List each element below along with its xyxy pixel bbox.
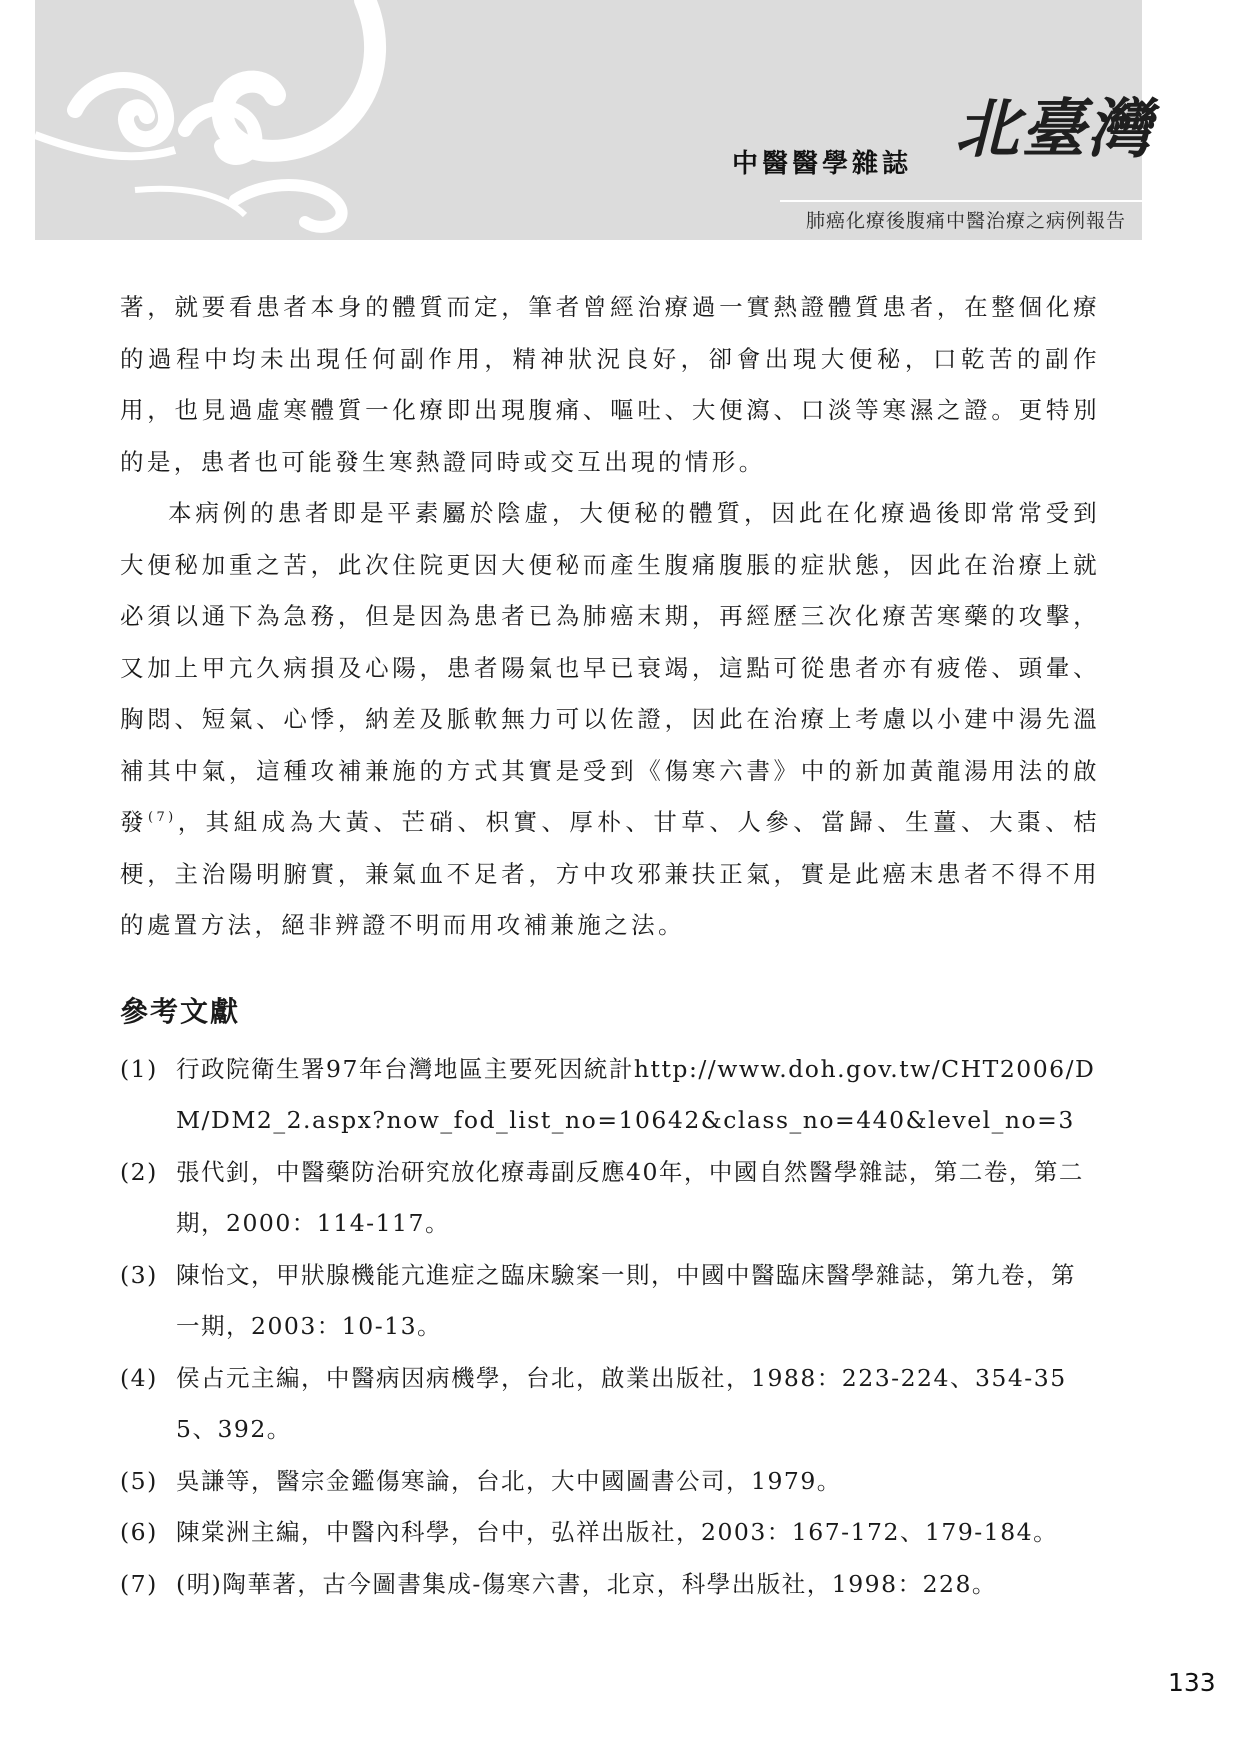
reference-text: 陳棠洲主編，中醫內科學，台中，弘祥出版社，2003：167-172、179-184。 xyxy=(176,1518,1059,1546)
reference-text: 侯占元主編，中醫病因病機學，台北，啟業出版社，1988：223-224、354-355、392。 xyxy=(176,1363,1067,1443)
running-title: 肺癌化療後腹痛中醫治療之病例報告 xyxy=(805,210,1126,232)
paragraph-2-text: 本病例的患者即是平素屬於陰虛，大便秘的體質，因此在化療過後即常常受到大便秘加重之苦，此次住院更因大便秘而產生腹痛腹脹的症狀態，因此在治療上就必須以通下為急務，但是因為患者已為肺癌末期，再經歷三次化療苦寒藥的攻擊，又加上甲亢久病損及心陽，患者陽氣也早已衰竭，這點可從患者亦有疲倦、頭暈、胸悶、短氣、心悸，納差及脈軟無力可以佐證，因此在治療上考慮以小建中湯先溫補其中氣，這種攻補兼施的方式其實是受到《傷寒六書》中的新加黃龍湯用法的啟發 xyxy=(120,499,1100,836)
page-number: 133 xyxy=(1168,1668,1216,1697)
paragraph-2-continuation: ，其組成為大黃、芒硝、枳實、厚朴、甘草、人參、當歸、生薑、大棗、桔梗，主治陽明腑實，兼氣血不足者，方中攻邪兼扶正氣，實是此癌末患者不得不用的處置方法，絕非辨證不明而用攻補兼施之法。 xyxy=(120,808,1100,939)
reference-item xyxy=(120,1250,1100,1353)
reference-number: (5) xyxy=(120,1466,158,1495)
reference-number: (2) xyxy=(120,1157,158,1186)
reference-item xyxy=(120,1353,1100,1456)
reference-item xyxy=(120,1044,1100,1147)
reference-item xyxy=(120,1507,1100,1559)
reference-number: (7) xyxy=(120,1569,158,1598)
paragraph-2 xyxy=(120,488,1100,952)
reference-text: 張代釗，中醫藥防治研究放化療毒副反應40年，中國自然醫學雜誌，第二卷，第二期，2000：114-117。 xyxy=(176,1157,1084,1237)
reference-text: (明)陶華著，古今圖書集成-傷寒六書，北京，科學出版社，1998：228。 xyxy=(176,1569,997,1598)
reference-number: (3) xyxy=(120,1260,158,1289)
reference-item xyxy=(120,1147,1100,1250)
reference-text: 行政院衛生署97年台灣地區主要死因統計http://www.doh.gov.tw/CHT2006/DM/DM2_2.aspx?now_fod_list_no=10642&class_no=440&level_no=3 xyxy=(176,1054,1096,1134)
article-body xyxy=(120,282,1100,1610)
journal-name: 中醫醫學雜誌 xyxy=(732,149,913,179)
citation-superscript: (7) xyxy=(147,810,177,826)
reference-number: (1) xyxy=(120,1054,158,1083)
brand-mark: 北臺灣 xyxy=(955,92,1153,167)
reference-text: 吳謙等，醫宗金鑑傷寒論，台北，大中國圖書公司，1979。 xyxy=(176,1466,842,1495)
references-heading: 參考文獻 xyxy=(120,994,241,1028)
reference-list xyxy=(120,1044,1100,1611)
reference-item xyxy=(120,1559,1100,1611)
reference-text: 陳怡文，甲狀腺機能亢進症之臨床驗案一則，中國中醫臨床醫學雜誌，第九卷，第一期，2003：10-13。 xyxy=(176,1260,1076,1340)
paragraph-1: 著，就要看患者本身的體質而定，筆者曾經治療過一實熱證體質患者，在整個化療的過程中均未出現任何副作用，精神狀況良好，卻會出現大便秘，口乾苦的副作用，也見過虛寒體質一化療即出現腹痛、嘔吐、大便瀉、口淡等寒濕之證。更特別的是，患者也可能發生寒熱證同時或交互出現的情形。 xyxy=(120,293,1100,476)
header-rule xyxy=(780,200,1142,202)
reference-item xyxy=(120,1456,1100,1508)
reference-number: (6) xyxy=(120,1518,158,1546)
reference-number: (4) xyxy=(120,1363,158,1392)
